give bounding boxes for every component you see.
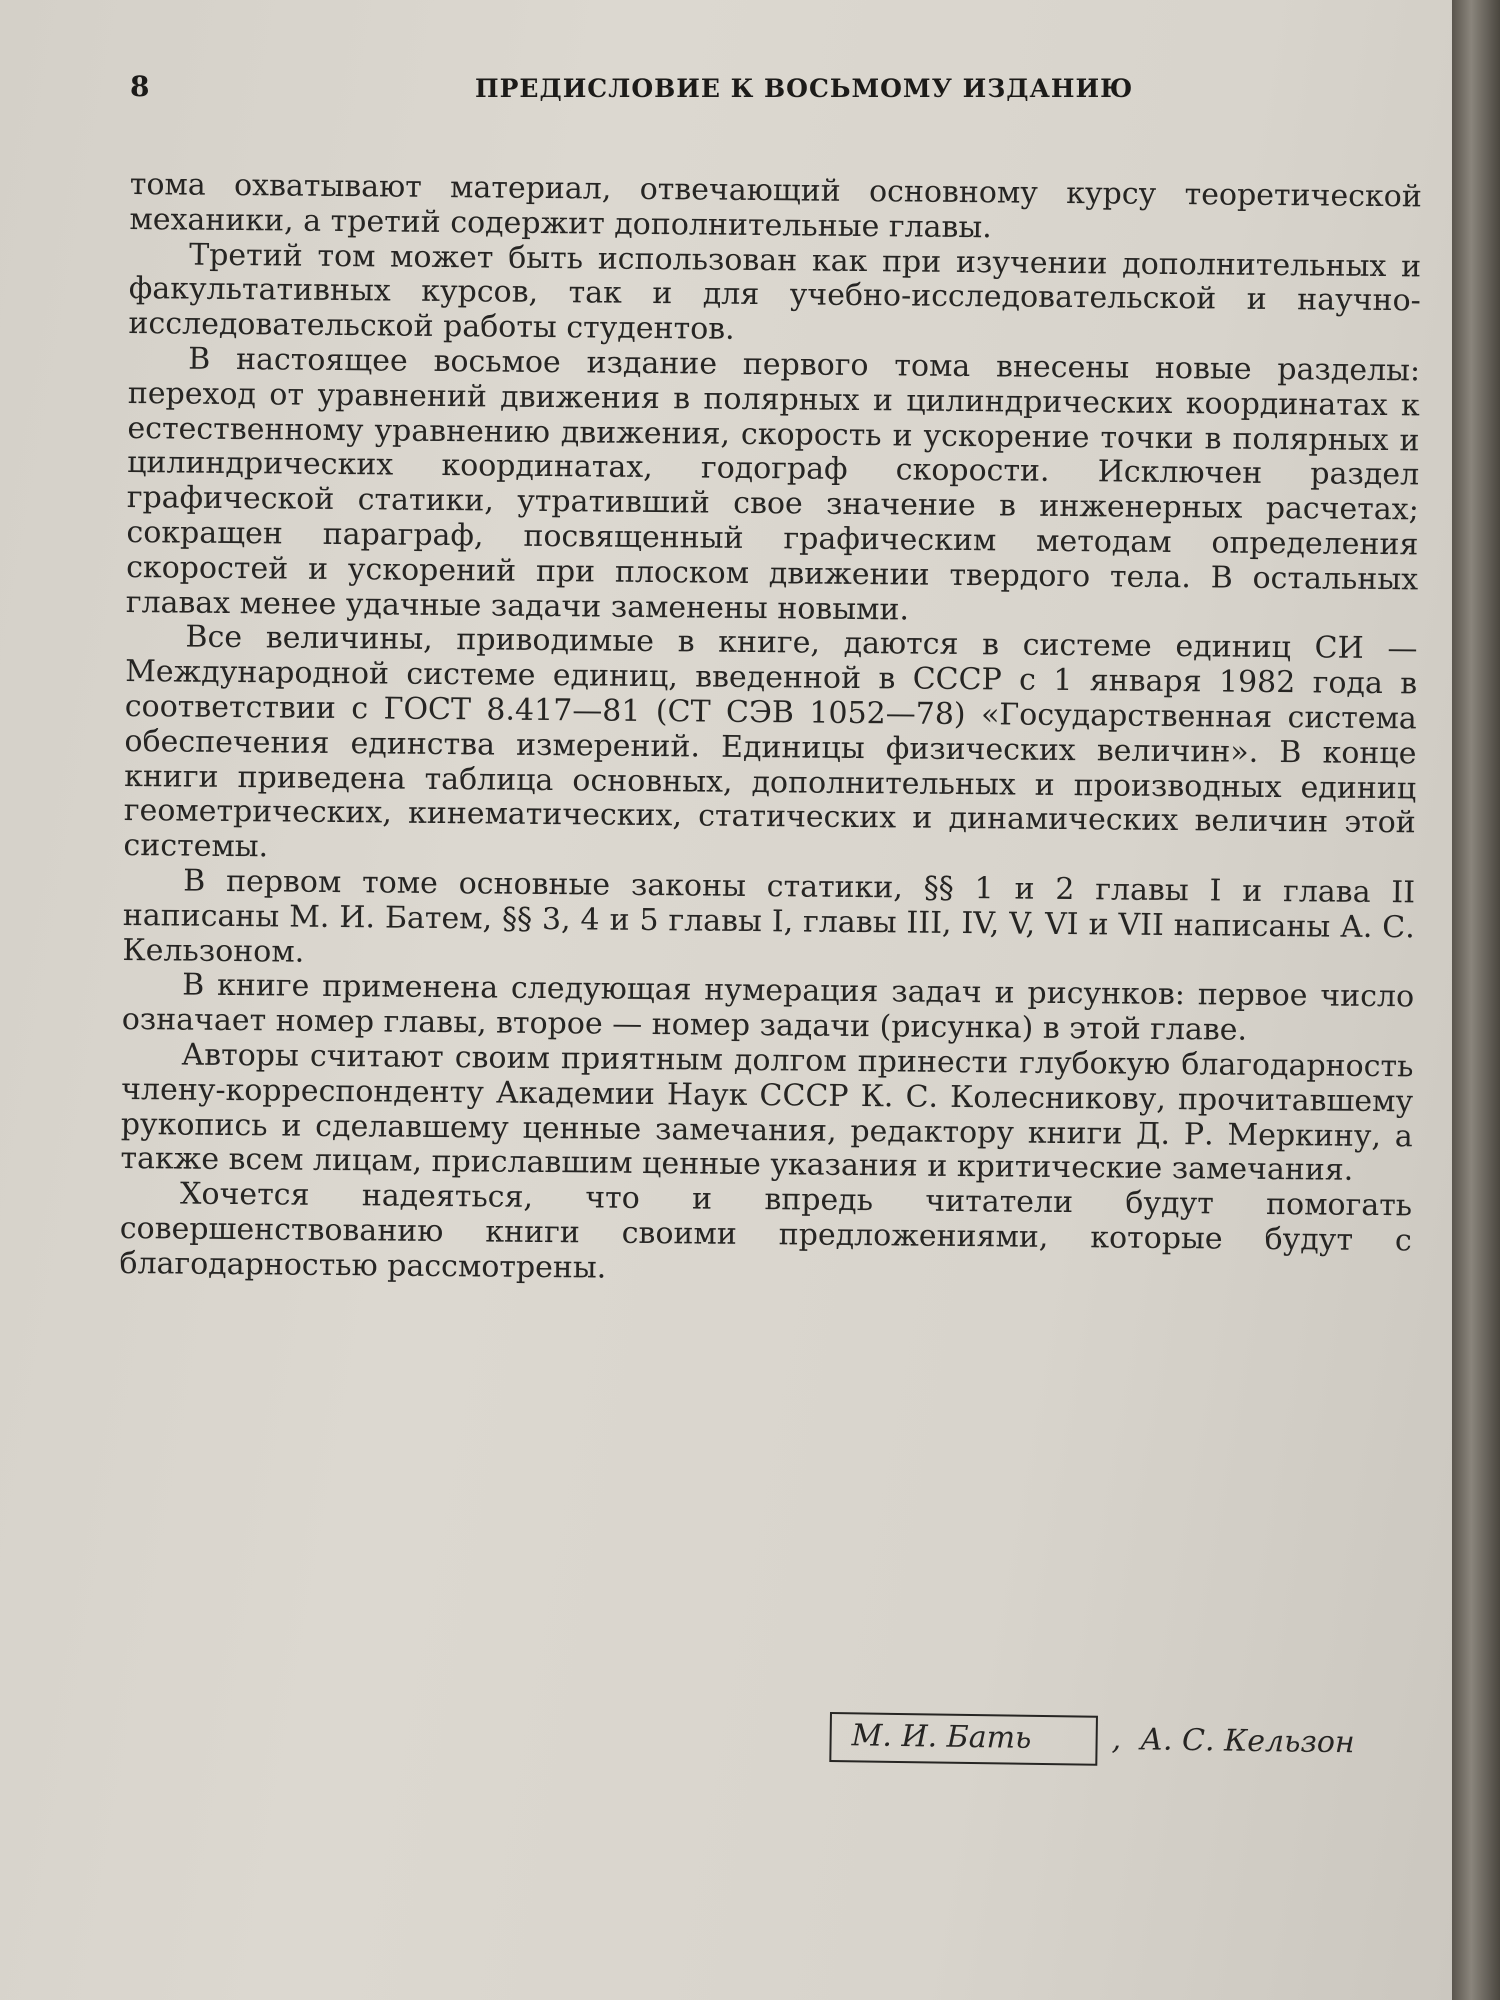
paragraph-acknowledgements: Авторы считают своим приятным долгом принести глубокую благодарность члену-корреспонденту Академии Наук СССР К. С. Колесникову, прочитавшему рукопись и сделавшему ценные замечания, редактору книги Д. Р. Меркину, а также всем лицам, приславшим ценные указания и критические замечания. — [120, 1037, 1414, 1189]
author-bat: М. И. Бать — [851, 1718, 1032, 1756]
paragraph-continuation: тома охватывают материал, отвечающий основному курсу теоретической механики, а третий содержит дополнительные главы. — [129, 167, 1422, 246]
signature — [829, 1712, 1420, 1780]
paragraph-eighth-edition: В настоящее восьмое издание первого тома внесены новые разделы: переход от уравнений движения в полярных и цилиндрических координатах к естественному уравнению движения, скорость и ускорение точки в полярных и цилиндрических координатах, годограф скорости. Исключен раздел графической статики, утративший свое значение в инженерных расчетах; сокращен параграф, посвященный графическим методам определения скоростей и ускорений при плоском движении твердого тела. В остальных главах менее удачные задачи заменены новыми. — [125, 341, 1421, 628]
author-kelzon: А. С. Кельзон — [1140, 1722, 1355, 1761]
paragraph-numbering: В книге применена следующая нумерация задач и рисунков: первое число означает номер главы, второе — номер задачи (рисунка) в этой главе. — [121, 967, 1415, 1048]
body-text — [119, 168, 1422, 1294]
page-header — [130, 70, 1420, 120]
paragraph-si-units: Все величины, приводимые в книге, даются в системе единиц СИ — Международной системе единиц, введенной в СССР с 1 января 1982 года в соответствии с ГОСТ 8.417—81 (СТ СЭВ 1052—78) «Государственная система обеспечения единства измерений. Единицы физических величин». В конце книги приведена таблица основных, дополнительных и производных единиц геометрических, кинематических, статических и динамических величин этой системы. — [123, 619, 1418, 865]
page-number: 8 — [130, 70, 150, 103]
signature-separator: , — [1111, 1721, 1122, 1758]
running-title: ПРЕДИСЛОВИЕ К ВОСЬМОМУ ИЗДАНИЮ — [475, 74, 1134, 103]
paragraph-closing: Хочется надеяться, что и впредь читатели будут помогать совершенствованию книги своими предложениями, которые будут с благодарностью рассмотрены. — [119, 1176, 1413, 1286]
signature-rest — [1111, 1722, 1355, 1760]
paragraph-authorship: В первом томе основные законы статики, §§ 1 и 2 главы I и глава II написаны М. И. Батем, §§ 3, 4 и 5 главы I, главы III, IV, V, VI и VII написаны А. С. Кельзоном. — [122, 863, 1416, 970]
page-edge — [1452, 0, 1500, 2000]
paragraph-third-volume: Третий том может быть использован как при изучении дополнительных и факультативных курсов, так и для учебно-исследовательской и научно-исследовательской работы студентов. — [128, 237, 1422, 347]
memorial-frame — [829, 1712, 1098, 1766]
